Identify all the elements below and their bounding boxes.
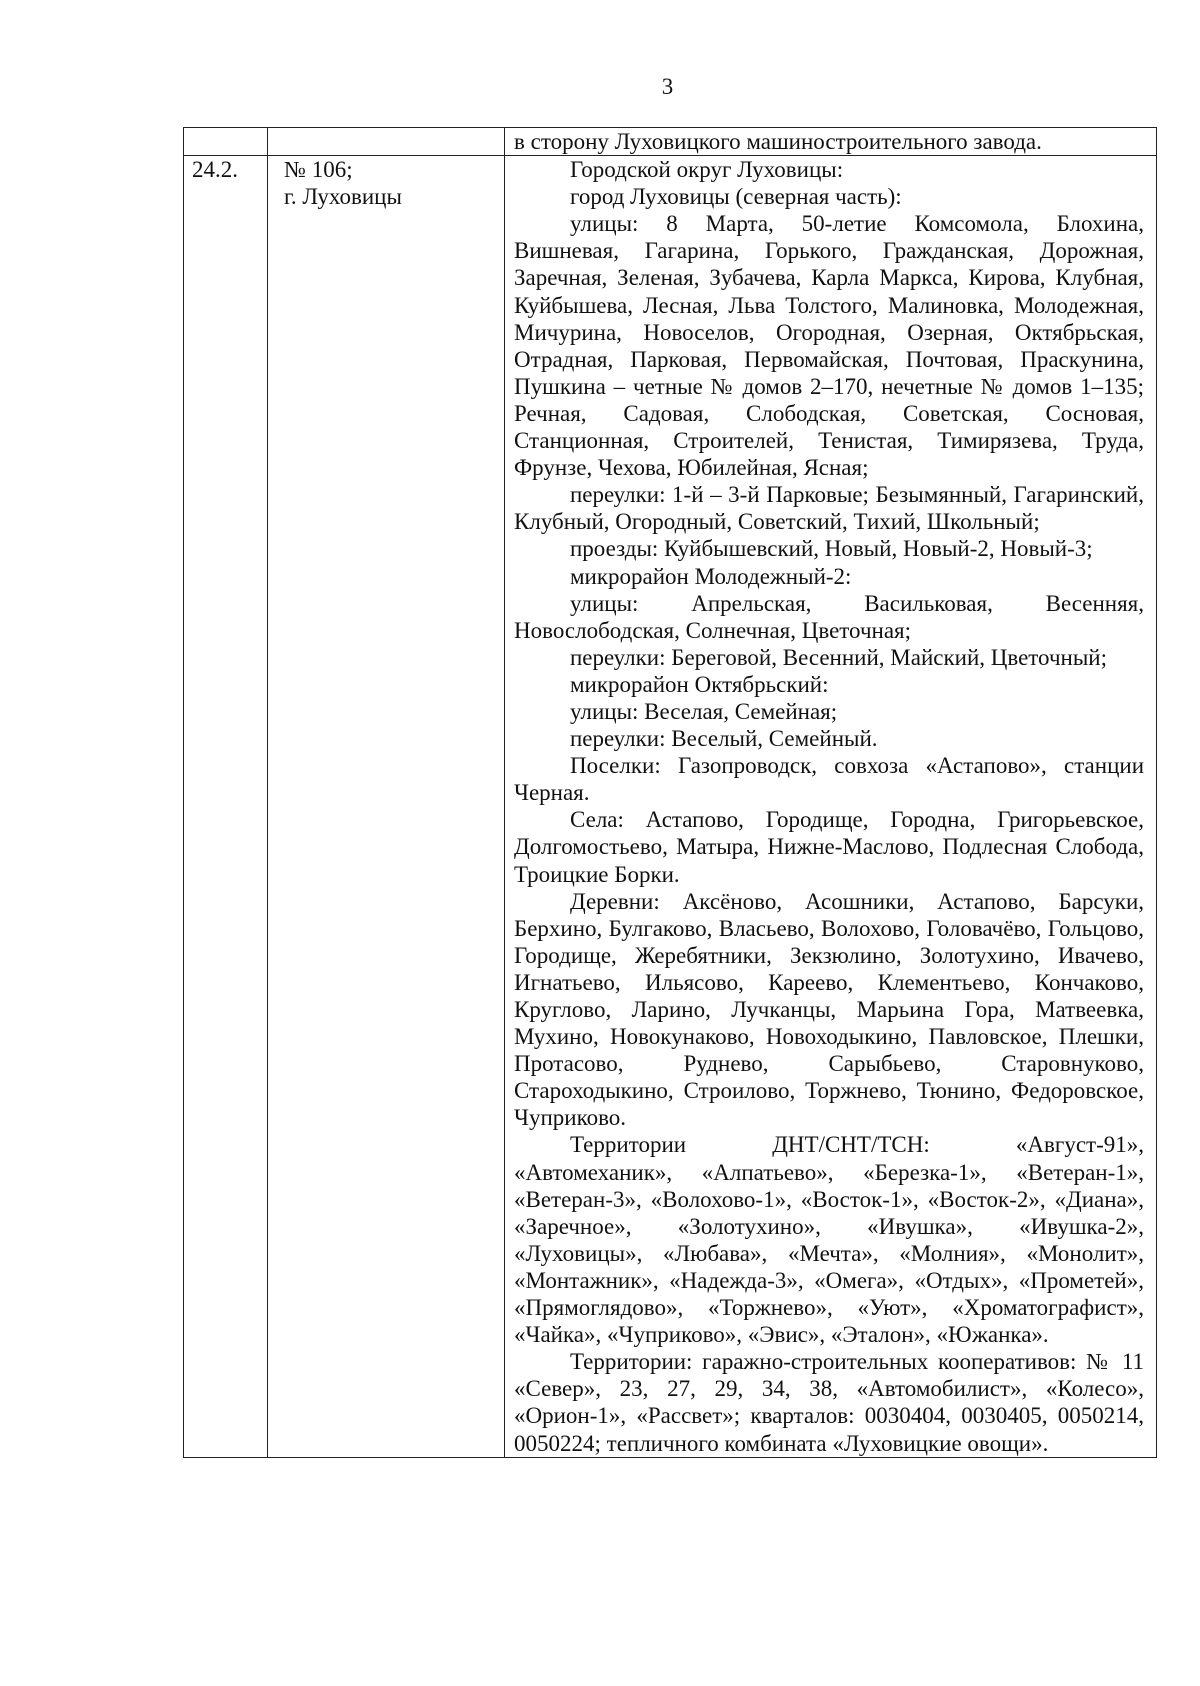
paragraph-urban-district: Городской округ Луховицы: xyxy=(570,157,844,183)
paragraph-villages: Села: Астапово, Городище, Городна, Григорьевское, Долгомостьево, Матыра, Нижне-Маслово, Подлесная Слобода, Троицкие Борки. xyxy=(514,807,1144,887)
table-row-continuation xyxy=(184,128,1157,156)
paragraph-microdistrict-molodezhny: микрорайон Молодежный-2: xyxy=(570,563,852,589)
paragraph-molodezhny-streets: улицы: Апрельская, Васильковая, Весенняя, Новослободская, Солнечная, Цветочная; xyxy=(514,590,1144,643)
paragraph-molodezhny-lanes: переулки: Береговой, Весенний, Майский, Цветочный; xyxy=(570,644,1107,670)
paragraph-settlements: Поселки: Газопроводск, совхоза «Астапово», станции Черная. xyxy=(514,753,1144,806)
paragraph-garden-territories: Территории ДНТ/СНТ/ТСН: «Август-91», «Автомеханик», «Алпатьево», «Березка-1», «Ветеран-1», «Ветеран-3», «Волохово-1», «Восток-1», «Восток-2», «Диана», «Заречное», «Золотухино», «Ивушка», «Ивушка-2», «Луховицы», «Любава», «Мечта», «Молния», «Монолит», «Монтажник», «Надежда-3», «Омега», «Отдых», «Прометей», «Прямоглядово», «Торжнево», «Уют», «Хроматографист», «Чайка», «Чуприково», «Эвис», «Эталон», «Южанка». xyxy=(514,1132,1144,1348)
paragraph-streets: улицы: 8 Марта, 50-летие Комсомола, Блохина, Вишневая, Гагарина, Горького, Гражданская, Дорожная, Заречная, Зеленая, Зубачева, Карла Маркса, Кирова, Клубная, Куйбышева, Лесная, Льва Толстого, Малиновка, Молодежная, Мичурина, Новоселов, Огородная, Озерная, Октябрьская, Отрадная, Парковая, Первомайская, Почтовая, Праскунина, Пушкина – четные № домов 2–170, нечетные № домов 1–135; Речная, Садовая, Слободская, Советская, Сосновая, Станционная, Строителей, Тенистая, Тимирязева, Труда, Фрунзе, Чехова, Юбилейная, Ясная; xyxy=(514,211,1144,481)
continuation-text: в сторону Луховицкого машиностроительного завода. xyxy=(505,128,1157,156)
paragraph-microdistrict-oktyabrsky: микрорайон Октябрьский: xyxy=(570,671,829,697)
paragraph-other-territories: Территории: гаражно-строительных кооперативов: № 11 «Север», 23, 27, 29, 34, 38, «Автомобилист», «Колесо», «Орион-1», «Рассвет»; кварталов: 0030404, 0030405, 0050214, 0050224; тепличного комбината «Луховицкие овощи». xyxy=(514,1349,1144,1456)
paragraph-hamlets: Деревни: Аксёново, Асошники, Астапово, Барсуки, Берхино, Булгаково, Власьево, Волохово, Головачёво, Гольцово, Городище, Жеребятники, Зекзюлино, Золотухино, Ивачево, Игнатьево, Ильясово, Кареево, Клементьево, Кончаково, Круглово, Ларино, Лучканцы, Марьина Гора, Матвеевка, Мухино, Новокунаково, Новоходыкино, Павловское, Плешки, Протасово, Руднево, Сарыбьево, Старовнуково, Староходыкино, Строилово, Торжнево, Тюнино, Федоровское, Чуприково. xyxy=(514,888,1144,1131)
paragraph-passages: проезды: Куйбышевский, Новый, Новый-2, Новый-3; xyxy=(570,536,1093,562)
district-table xyxy=(183,127,1157,1458)
paragraph-oktyabrsky-lanes: переулки: Веселый, Семейный. xyxy=(570,726,878,752)
district-description-cell xyxy=(505,156,1157,1458)
district-name-cell xyxy=(268,128,505,156)
table-row-24-2 xyxy=(184,156,1157,1458)
paragraph-oktyabrsky-streets: улицы: Веселая, Семейная; xyxy=(570,698,838,724)
paragraph-city: город Луховицы (северная часть): xyxy=(570,184,902,210)
row-number-cell xyxy=(184,128,268,156)
row-number-cell: 24.2. xyxy=(184,156,268,1458)
district-name-cell xyxy=(268,156,505,1458)
district-number: № 106; xyxy=(284,157,353,183)
page-number: 3 xyxy=(661,74,674,99)
district-town: г. Луховицы xyxy=(284,184,402,210)
paragraph-lanes: переулки: 1-й – 3-й Парковые; Безымянный, Гагаринский, Клубный, Огородный, Советский, Тихий, Школьный; xyxy=(514,482,1144,535)
